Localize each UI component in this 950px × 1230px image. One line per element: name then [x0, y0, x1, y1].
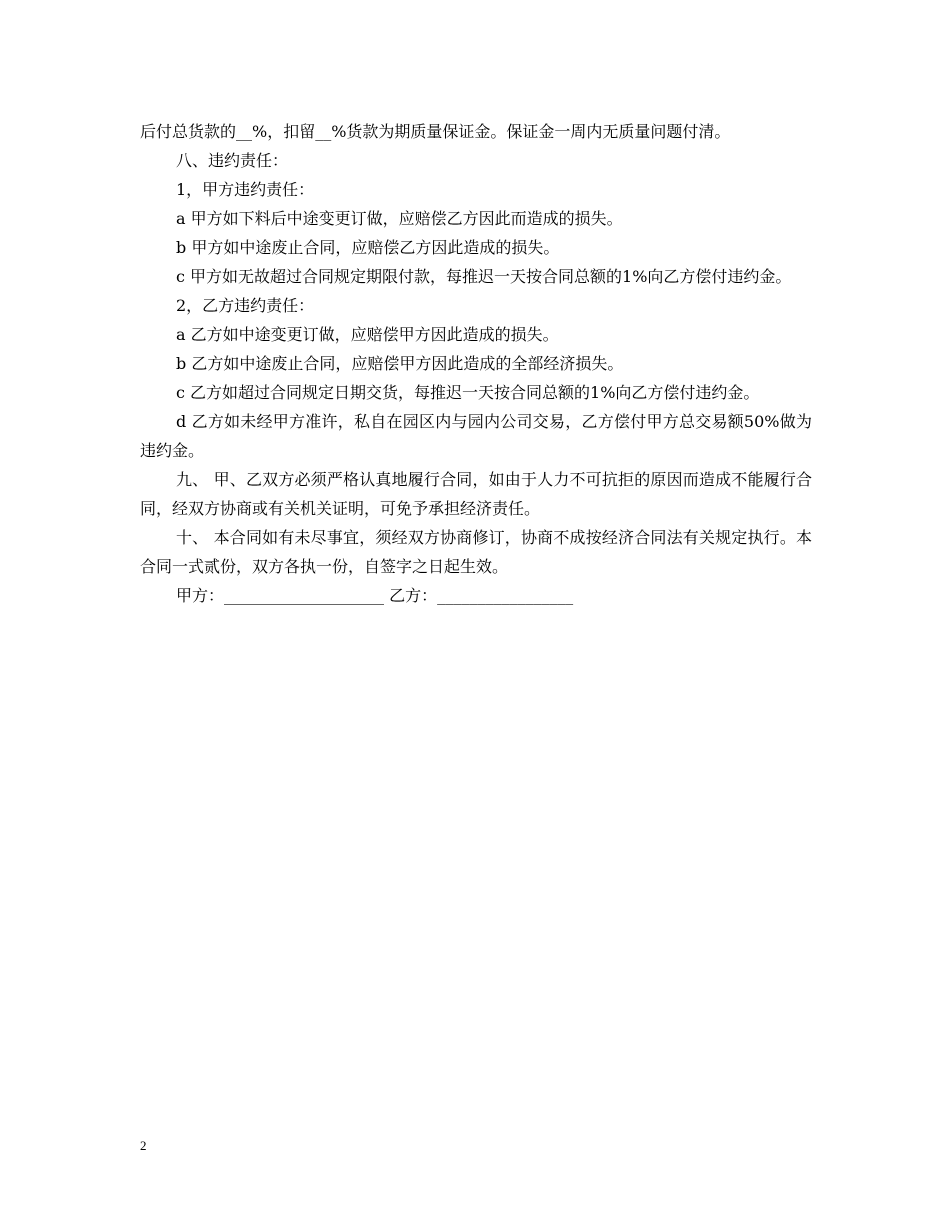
signature-line: 甲方：____________________ 乙方：_________________ [176, 586, 574, 605]
heading-party-a-liability: 1，甲方违约责任： [176, 180, 315, 199]
clause-b-party-a: b 甲方如中途废止合同，应赔偿乙方因此造成的损失。 [176, 238, 560, 257]
paragraph-payment-terms: 后付总货款的__%，扣留__%货款为期质量保证金。保证金一周内无质量问题付清。 [140, 122, 731, 141]
heading-breach-liability: 八、违约责任： [176, 151, 289, 170]
document-body [140, 117, 812, 610]
clause-c-party-a: c 甲方如无故超过合同规定期限付款，每推迟一天按合同总额的1%向乙方偿付违约金。 [176, 267, 792, 286]
clause-a-party-a: a 甲方如下料后中途变更订做，应赔偿乙方因此而造成的损失。 [176, 209, 623, 228]
clause-ten-general: 十、 本合同如有未尽事宜，须经双方协商修订，协商不成按经济合同法有关规定执行。本合同一式贰份，双方各执一份，自签字之日起生效。 [140, 528, 812, 576]
clause-b-party-b: b 乙方如中途废止合同，应赔偿甲方因此造成的全部经济损失。 [176, 354, 624, 373]
clause-nine-force-majeure: 九、 甲、乙双方必须严格认真地履行合同，如由于人力不可抗拒的原因而造成不能履行合同，经双方协商或有关机关证明，可免予承担经济责任。 [140, 470, 812, 518]
heading-party-b-liability: 2，乙方违约责任： [176, 296, 315, 315]
clause-c-party-b: c 乙方如超过合同规定日期交货，每推迟一天按合同总额的1%向乙方偿付违约金。 [176, 383, 760, 402]
clause-a-party-b: a 乙方如中途变更订做，应赔偿甲方因此造成的损失。 [176, 325, 559, 344]
page-number: 2 [140, 1138, 147, 1153]
clause-d-party-b: d 乙方如未经甲方准许，私自在园区内与园内公司交易，乙方偿付甲方总交易额50%做为违约金。 [140, 412, 812, 460]
